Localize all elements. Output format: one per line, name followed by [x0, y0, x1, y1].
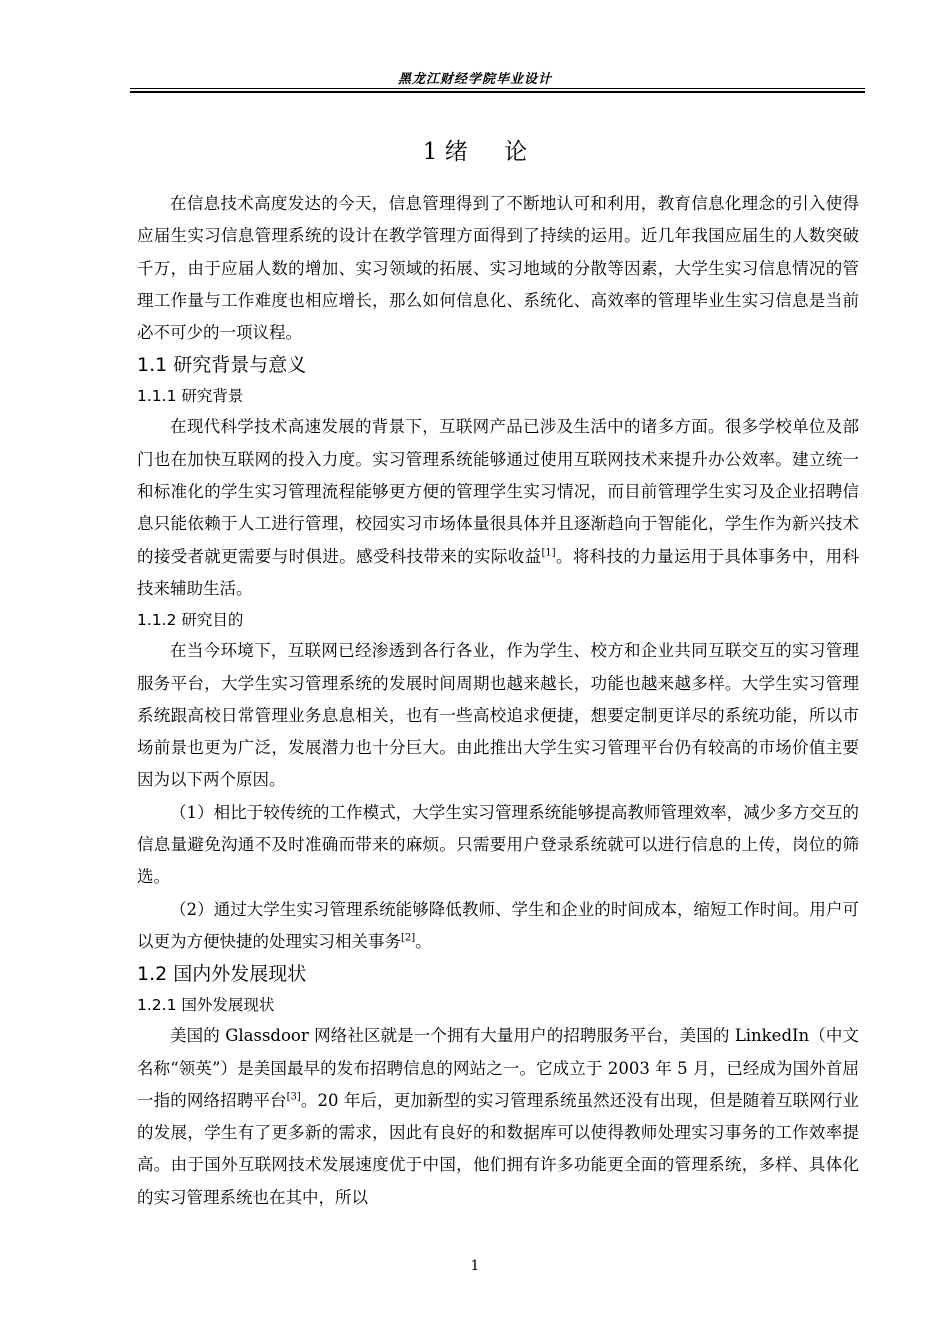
- section-heading-1-2-1: 1.2.1 国外发展现状: [137, 996, 275, 1015]
- paragraph-text: （2）通过大学生实习管理系统能够降低教师、学生和企业的时间成本，缩短工作时间。用户可以更为方便快捷的处理实习相关事务: [137, 899, 859, 951]
- reason-item-1: （1）相比于较传统的工作模式，大学生实习管理系统能够提高教师管理效率，减少多方交互的信息量避免沟通不及时准确而带来的麻烦。只需要用户登录系统就可以进行信息的上传，岗位的筛选。: [137, 802, 859, 887]
- paragraph-text: 。: [415, 931, 432, 951]
- research-background-paragraph: [137, 411, 859, 605]
- page-number: 1: [470, 1258, 480, 1274]
- citation-ref: [2]: [401, 932, 416, 944]
- citation-ref: [3]: [286, 1091, 301, 1103]
- document-body: [137, 188, 859, 1214]
- section-heading-1-1: 1.1 研究背景与意义: [137, 354, 307, 377]
- foreign-status-paragraph: [137, 1020, 859, 1214]
- paragraph-text: 在现代科学技术高速发展的背景下，互联网产品已涉及生活中的诸多方面。很多学校单位及部门也在加快互联网的投入力度。实习管理系统能够通过使用互联网技术来提升办公效率。建立统一和标准化的学生实习管理流程能够更方便的管理学生实习情况，而目前管理学生实习及企业招聘信息只能依赖于人工进行管理，校园实习市场体量很具体并且逐渐趋向于智能化，学生作为新兴技术的接受者就更需要与时俱进。感受科技带来的实际收益: [137, 417, 859, 566]
- section-heading-1-2: 1.2 国内外发展现状: [137, 963, 307, 986]
- intro-paragraph: 在信息技术高度发达的今天，信息管理得到了不断地认可和利用，教育信息化理念的引入使得应届生实习信息管理系统的设计在教学管理方面得到了持续的运用。近几年我国应届生的人数突破千万，由于应届人数的增加、实习领域的拓展、实习地域的分散等因素，大学生实习信息情况的管理工作量与工作难度也相应增长，那么如何信息化、系统化、高效率的管理毕业生实习信息是当前必不可少的一项议程。: [137, 194, 859, 343]
- chapter-title: 1 绪 论: [422, 139, 528, 165]
- research-purpose-paragraph: 在当今环境下，互联网已经渗透到各行各业，作为学生、校方和企业共同互联交互的实习管理服务平台，大学生实习管理系统的发展时间周期也越来越长，功能也越来越多样。大学生实习管理系统跟高校日常管理业务息息相关，也有一些高校追求便捷，想要定制更详尽的系统功能，所以市场前景也更为广泛，发展潜力也十分巨大。由此推出大学生实习管理平台仍有较高的市场价值主要因为以下两个原因。: [137, 641, 859, 790]
- section-heading-1-1-1: 1.1.1 研究背景: [137, 387, 244, 406]
- reason-item-2: [137, 894, 859, 959]
- citation-ref: [1]: [541, 547, 556, 559]
- section-heading-1-1-2: 1.1.2 研究目的: [137, 611, 244, 630]
- paragraph-text: 美国的 Glassdoor 网络社区就是一个拥有大量用户的招聘服务平台，美国的 LinkedIn（中文名称“领英”）是美国最早的发布招聘信息的网站之一。它成立于 2003 年 5 月，已经成为国外首屈一指的网络招聘平台: [137, 1026, 859, 1110]
- paragraph-text: 。20 年后，更加新型的实习管理系统虽然还没有出现，但是随着互联网行业的发展，学生有了更多新的需求，因此有良好的和数据库可以使得教师处理实习事务的工作效率提高。由于国外互联网技术发展速度优于中国，他们拥有许多功能更全面的管理系统，多样、具体化的实习管理系统也在其中，所以: [137, 1090, 859, 1207]
- header-rule-thin: [130, 88, 865, 89]
- header-rule-thick: [130, 91, 865, 93]
- page-header-title: 黑龙江财经学院毕业设计: [397, 72, 552, 87]
- paragraph-text: 。将科技的力量运用于具体事务中，用科技来辅助生活。: [137, 546, 860, 598]
